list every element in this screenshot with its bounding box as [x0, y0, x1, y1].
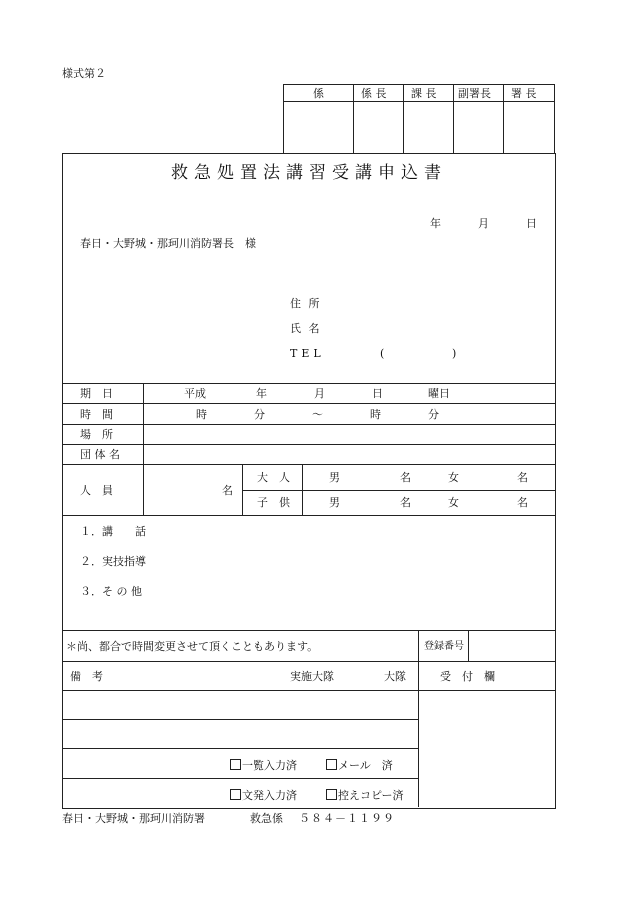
adult-male-label: 男	[329, 471, 340, 484]
mail-label: メール 済	[338, 759, 393, 772]
approval-header-deputy: 副署長	[458, 87, 491, 100]
course-option-other: ３．そ の 他	[80, 585, 142, 598]
registration-number-label: 登録番号	[424, 641, 464, 652]
schedule-notice: ＊尚、都合で時間変更させて頂くこともあります。	[66, 640, 319, 653]
people-total-unit: 名	[222, 484, 233, 497]
date-row-day: 日	[372, 387, 383, 400]
adult-female-label: 女	[448, 471, 459, 484]
date-row-label: 期 日	[80, 387, 113, 400]
copy-label: 控えコピー済	[338, 789, 404, 802]
form-number: 様式第２	[62, 67, 106, 80]
date-year-label: 年	[430, 217, 441, 230]
child-male-label: 男	[329, 496, 340, 509]
tel-open-paren: (	[380, 347, 385, 360]
date-row-weekday: 曜日	[428, 387, 450, 400]
list-input-label: 一覧入力済	[242, 759, 297, 772]
unit-label: 実施大隊	[290, 670, 334, 683]
child-female-unit: 名	[517, 496, 528, 509]
unit-suffix: 大隊	[384, 670, 406, 683]
people-row-label: 人 員	[80, 484, 113, 497]
footer-phone: ５８４－１１９９	[299, 812, 395, 825]
child-female-label: 女	[448, 496, 459, 509]
time-tilde: ～	[312, 408, 323, 421]
time-start-minute: 分	[254, 408, 265, 421]
footer-section: 救急係	[250, 812, 283, 825]
approval-header-section-chief: 課 長	[411, 87, 437, 100]
copy-checkbox[interactable]	[326, 789, 404, 801]
reception-label: 受 付 欄	[440, 670, 495, 683]
checkbox-icon	[326, 789, 337, 800]
approval-header-chief: 係 長	[361, 87, 387, 100]
time-start-hour: 時	[196, 408, 207, 421]
group-row-label: 団 体 名	[80, 448, 120, 461]
approval-header-director: 署 長	[511, 87, 537, 100]
checkbox-icon	[230, 759, 241, 770]
form-frame	[62, 153, 556, 809]
tel-close-paren: )	[452, 347, 457, 360]
mail-checkbox[interactable]	[326, 759, 393, 771]
approval-header-staff: 係	[313, 87, 324, 100]
form-title: 救急処置法講習受講申込書	[171, 163, 447, 183]
footer-org: 春日・大野城・那珂川消防署	[62, 812, 205, 825]
addressee: 春日・大野城・那珂川消防署長 様	[80, 237, 256, 250]
checkbox-icon	[326, 759, 337, 770]
list-input-checkbox[interactable]	[230, 759, 297, 771]
date-row-month: 月	[314, 387, 325, 400]
time-end-hour: 時	[370, 408, 381, 421]
date-era: 平成	[184, 387, 206, 400]
adult-female-unit: 名	[517, 471, 528, 484]
date-day-label: 日	[526, 217, 537, 230]
remarks-label: 備 考	[70, 670, 103, 683]
time-row-label: 時 間	[80, 408, 113, 421]
course-option-lecture: １．講 話	[80, 525, 146, 538]
doc-input-label: 文発入力済	[242, 789, 297, 802]
date-month-label: 月	[478, 217, 489, 230]
time-end-minute: 分	[428, 408, 439, 421]
child-male-unit: 名	[400, 496, 411, 509]
doc-input-checkbox[interactable]	[230, 789, 297, 801]
course-option-practical: ２．実技指導	[80, 555, 146, 568]
place-row-label: 場 所	[80, 428, 113, 441]
date-row-year: 年	[256, 387, 267, 400]
checkbox-icon	[230, 789, 241, 800]
address-label: 住 所	[290, 297, 322, 310]
adult-label: 大 人	[257, 471, 290, 484]
adult-male-unit: 名	[400, 471, 411, 484]
name-label: 氏 名	[290, 322, 322, 335]
tel-label: TEL	[290, 347, 325, 360]
child-label: 子 供	[257, 496, 290, 509]
